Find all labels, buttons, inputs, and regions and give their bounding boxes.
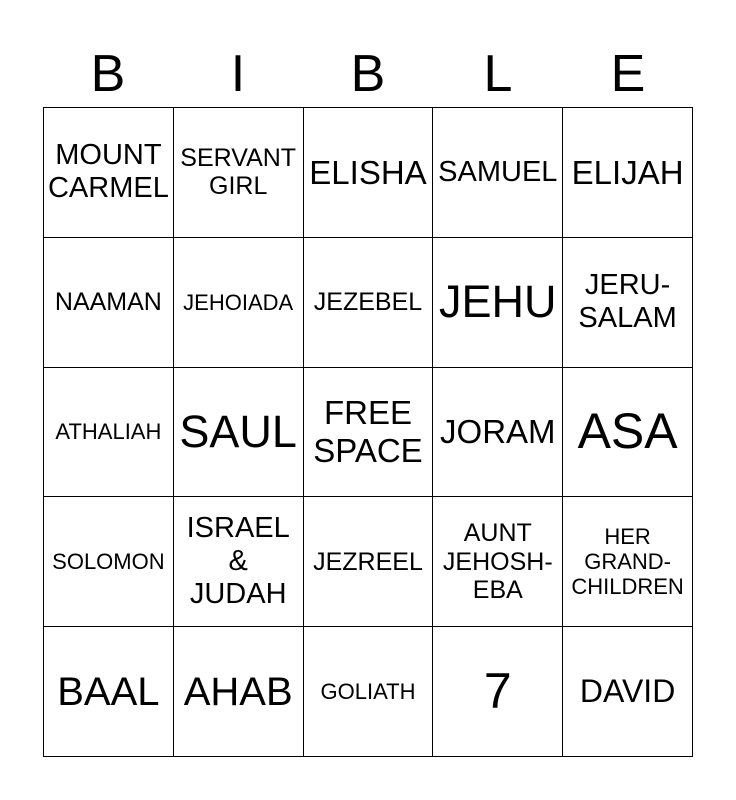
bingo-cell-4-0[interactable]: BAAL xyxy=(44,627,174,757)
bingo-cell-3-0[interactable]: SOLOMON xyxy=(44,497,174,627)
header-letter-b: B xyxy=(90,45,126,103)
bingo-cell-0-0[interactable]: MOUNT CARMEL xyxy=(44,108,174,238)
header-letter-e: E xyxy=(610,45,646,103)
bingo-cell-0-3[interactable]: SAMUEL xyxy=(433,108,563,238)
bingo-header xyxy=(43,44,693,104)
bingo-cell-1-2[interactable]: JEZEBEL xyxy=(304,238,434,368)
bingo-cell-0-4[interactable]: ELIJAH xyxy=(563,108,693,238)
bingo-cell-0-2[interactable]: ELISHA xyxy=(304,108,434,238)
bingo-cell-3-1[interactable]: ISRAEL & JUDAH xyxy=(174,497,304,627)
bingo-cell-3-4[interactable]: HER GRAND- CHILDREN xyxy=(563,497,693,627)
bingo-cell-1-1[interactable]: JEHOIADA xyxy=(174,238,304,368)
bingo-cell-3-3[interactable]: AUNT JEHOSH- EBA xyxy=(433,497,563,627)
bingo-cell-0-1[interactable]: SERVANT GIRL xyxy=(174,108,304,238)
header-letter-b2: B xyxy=(350,45,386,103)
bingo-cell-2-1[interactable]: SAUL xyxy=(174,368,304,498)
header-letter-l: L xyxy=(483,45,513,103)
bingo-cell-4-2[interactable]: GOLIATH xyxy=(304,627,434,757)
bingo-cell-1-0[interactable]: NAAMAN xyxy=(44,238,174,368)
bingo-cell-2-0[interactable]: ATHALIAH xyxy=(44,368,174,498)
bingo-cell-1-3[interactable]: JEHU xyxy=(433,238,563,368)
bingo-cell-2-3[interactable]: JORAM xyxy=(433,368,563,498)
bingo-cell-1-4[interactable]: JERU- SALAM xyxy=(563,238,693,368)
bingo-board xyxy=(43,107,693,757)
bingo-cell-4-1[interactable]: AHAB xyxy=(174,627,304,757)
header-letter-i: I xyxy=(230,45,246,103)
bingo-cell-4-4[interactable]: DAVID xyxy=(563,627,693,757)
bingo-cell-2-2[interactable]: FREE SPACE xyxy=(304,368,434,498)
bingo-cell-2-4[interactable]: ASA xyxy=(563,368,693,498)
bingo-cell-3-2[interactable]: JEZREEL xyxy=(304,497,434,627)
bingo-cell-4-3[interactable]: 7 xyxy=(433,627,563,757)
